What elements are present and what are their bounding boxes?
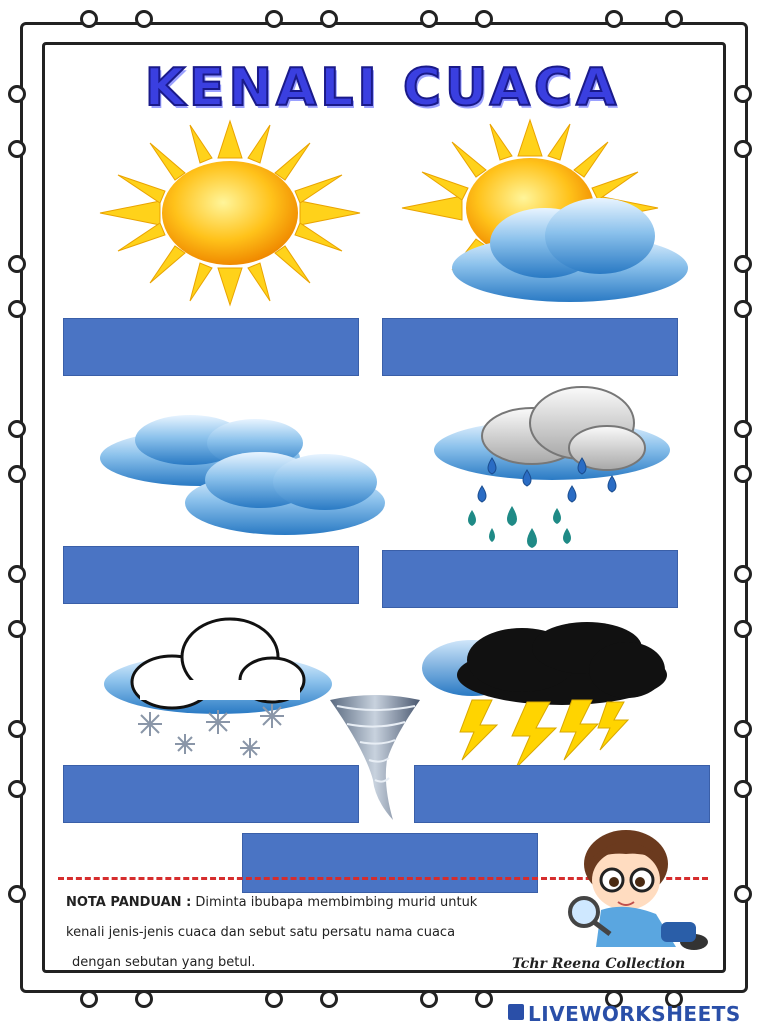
snow-cloud-icon — [100, 612, 340, 762]
binder-ring-icon — [135, 990, 153, 1008]
credit-text: Tchr Reena Collection — [512, 956, 686, 972]
thunderstorm-icon — [412, 620, 670, 770]
binder-ring-icon — [8, 300, 26, 318]
answer-box-1[interactable] — [63, 318, 359, 376]
binder-ring-icon — [80, 990, 98, 1008]
cloudy-icon — [95, 408, 390, 548]
sun-icon — [95, 118, 365, 308]
binder-ring-icon — [734, 885, 752, 903]
binder-ring-icon — [665, 10, 683, 28]
binder-ring-icon — [265, 10, 283, 28]
binder-ring-icon — [734, 620, 752, 638]
answer-box-2[interactable] — [382, 318, 678, 376]
binder-ring-icon — [320, 10, 338, 28]
note-line-3: dengan sebutan yang betul. — [72, 955, 256, 970]
binder-ring-icon — [8, 140, 26, 158]
liveworksheets-brand: LIVEWORKSHEETS — [528, 1002, 741, 1026]
binder-ring-icon — [8, 885, 26, 903]
binder-ring-icon — [475, 10, 493, 28]
binder-ring-icon — [734, 140, 752, 158]
binder-ring-icon — [265, 990, 283, 1008]
guidance-note — [66, 888, 586, 978]
binder-ring-icon — [734, 565, 752, 583]
page-title: KENALI CUACA — [144, 58, 621, 118]
binder-ring-icon — [734, 300, 752, 318]
liveworksheets-logo-icon — [508, 1004, 524, 1020]
answer-box-7[interactable] — [242, 833, 538, 893]
boy-magnifier-icon — [566, 822, 716, 962]
binder-ring-icon — [734, 780, 752, 798]
binder-ring-icon — [8, 565, 26, 583]
note-label: NOTA PANDUAN : — [66, 895, 192, 910]
binder-ring-icon — [80, 10, 98, 28]
binder-ring-icon — [8, 720, 26, 738]
binder-ring-icon — [135, 10, 153, 28]
binder-ring-icon — [475, 990, 493, 1008]
note-line-2: kenali jenis-jenis cuaca dan sebut satu persatu nama cuaca — [66, 925, 456, 940]
binder-ring-icon — [8, 620, 26, 638]
note-text-1: Diminta ibubapa membimbing murid untuk — [195, 895, 478, 910]
binder-ring-icon — [734, 720, 752, 738]
binder-ring-icon — [320, 990, 338, 1008]
answer-box-5[interactable] — [63, 765, 359, 823]
binder-ring-icon — [734, 420, 752, 438]
binder-ring-icon — [8, 465, 26, 483]
binder-ring-icon — [8, 780, 26, 798]
note-line-1 — [66, 888, 586, 918]
sun-behind-cloud-icon — [395, 118, 690, 308]
binder-ring-icon — [8, 255, 26, 273]
binder-ring-icon — [734, 255, 752, 273]
binder-ring-icon — [420, 10, 438, 28]
rain-cloud-icon — [432, 378, 677, 553]
answer-box-6[interactable] — [414, 765, 710, 823]
answer-box-4[interactable] — [382, 550, 678, 608]
binder-ring-icon — [605, 10, 623, 28]
binder-ring-icon — [420, 990, 438, 1008]
binder-ring-icon — [734, 465, 752, 483]
binder-ring-icon — [8, 420, 26, 438]
answer-box-3[interactable] — [63, 546, 359, 604]
